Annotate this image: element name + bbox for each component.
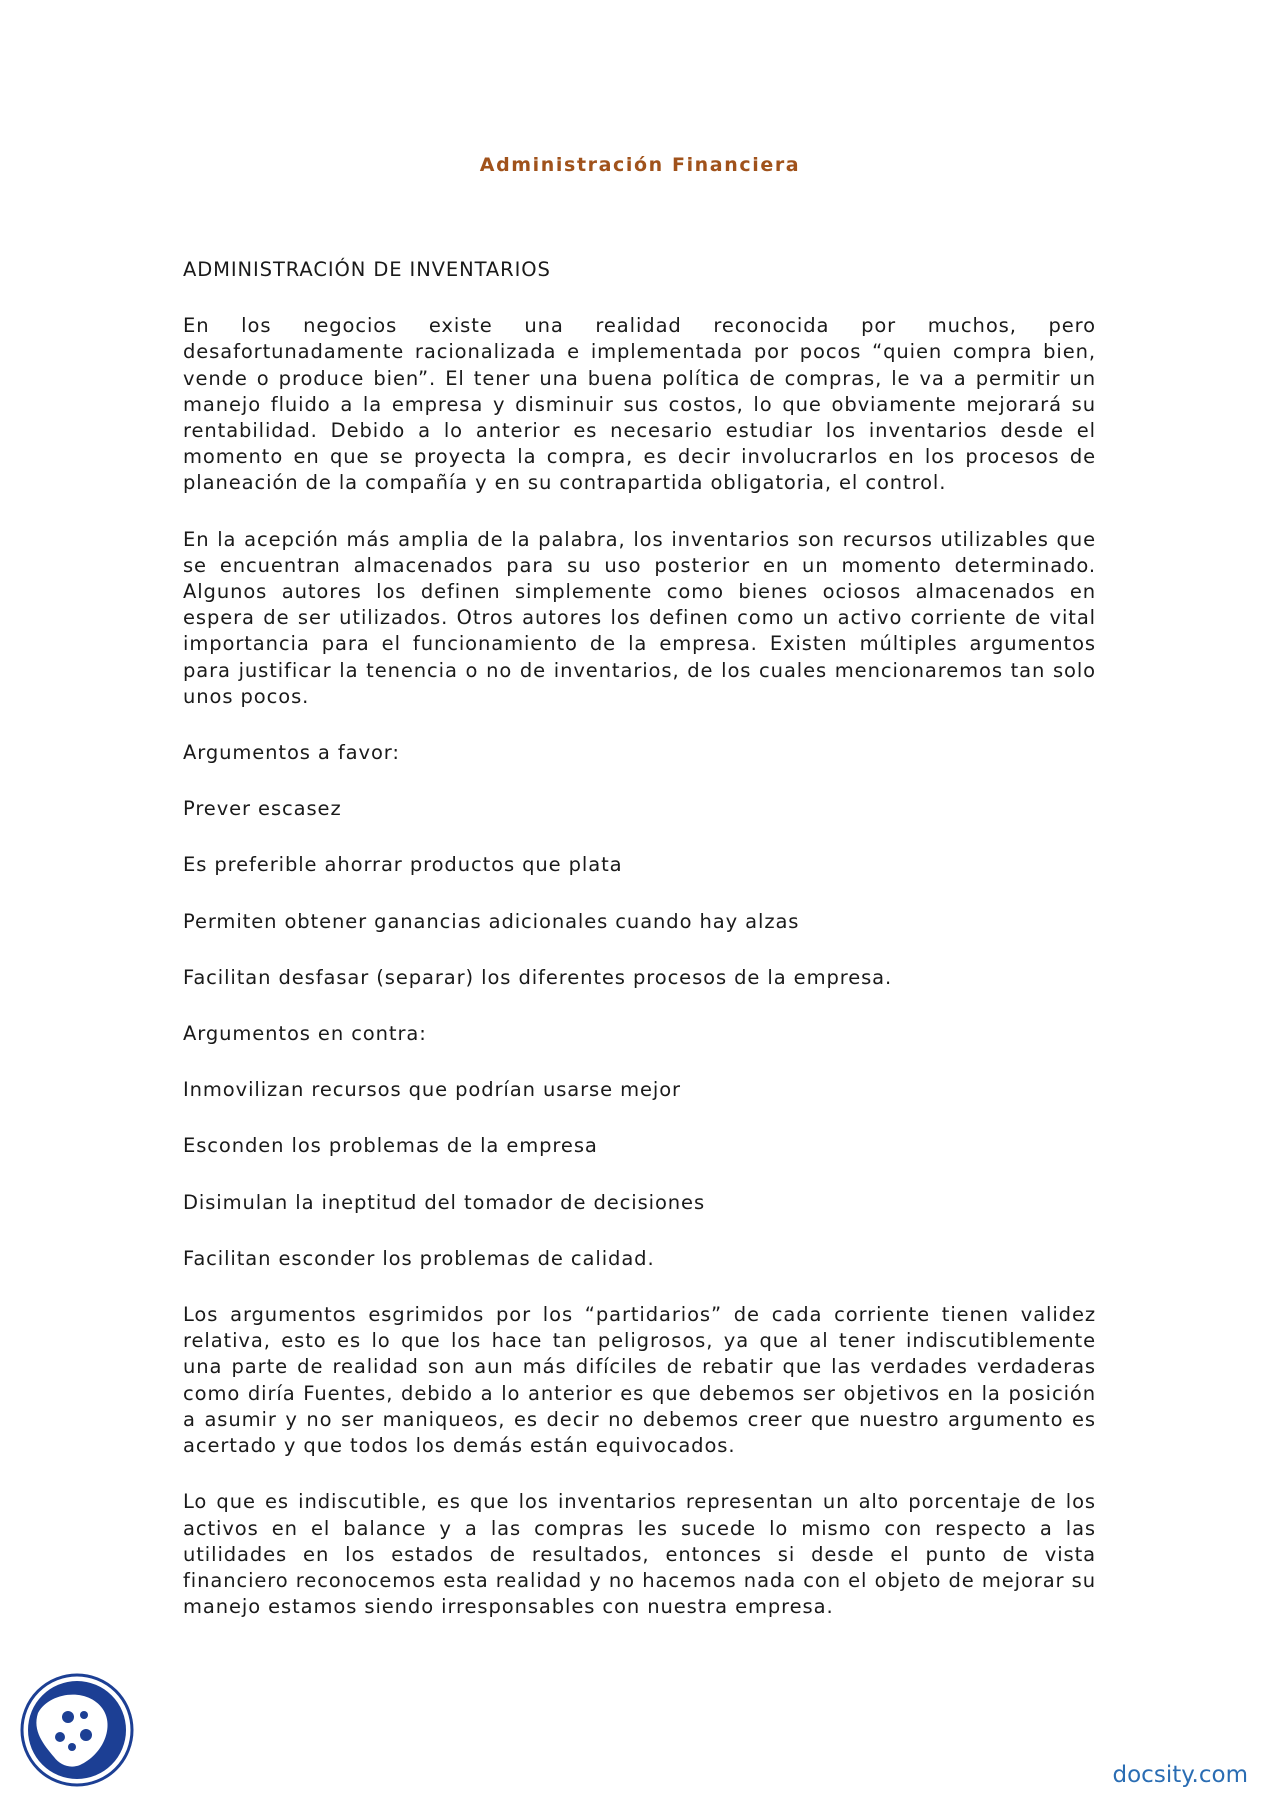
paragraph-arguments: Los argumentos esgrimidos por los “partidarios” de cada corriente tienen validez relativa, esto es lo que los hace tan peligrosos, ya que al tener indiscutiblemente una parte de realidad son aun más difíciles de rebatir que las verdades verdaderas como diría Fuentes, debido a lo anterior es que debemos ser objetivos en la posición a asumir y no ser maniqueos, es decir no debemos creer que nuestro argumento es acertado y que todos los demás están equivocados.	[183, 1303, 1096, 1458]
section-heading: ADMINISTRACIÓN DE INVENTARIOS	[183, 258, 551, 281]
contra-item: Inmovilizan recursos que podrían usarse mejor	[183, 1078, 681, 1102]
contra-item: Disimulan la ineptitud del tomador de decisiones	[183, 1190, 705, 1214]
favor-item: Facilitan desfasar (separar) los diferentes procesos de la empresa.	[183, 965, 893, 989]
favor-item: Prever escasez	[183, 797, 342, 821]
contra-item: Facilitan esconder los problemas de calidad.	[183, 1246, 655, 1270]
document-body	[183, 257, 1096, 1650]
paragraph-intro: En los negocios existe una realidad reconocida por muchos, pero desafortunadamente racionalizada e implementada por pocos “quien compra bien, vende o produce bien”. El tener una buena política de compras, le va a permitir un manejo fluido a la empresa y disminuir sus costos, lo que obviamente mejorará su rentabilidad. Debido a lo anterior es necesario estudiar los inventarios desde el momento en que se proyecta la compra, es decir involucrarlos en los procesos de planeación de la compañía y en su contrapartida obligatoria, el control.	[183, 314, 1096, 495]
docsity-logo-icon[interactable]	[20, 1673, 134, 1787]
docsity-watermark[interactable]: docsity.com	[1112, 1762, 1248, 1788]
page-title: Administración Financiera	[479, 154, 801, 176]
paragraph-definition: En la acepción más amplia de la palabra, los inventarios son recursos utilizables que se encuentran almacenados para su uso posterior en un momento determinado. Algunos autores los definen simplemente como bienes ociosos almacenados en espera de ser utilizados. Otros autores los definen como un activo corriente de vital importancia para el funcionamiento de la empresa. Existen múltiples argumentos para justificar la tenencia o no de inventarios, de los cuales mencionaremos tan solo unos pocos.	[183, 527, 1096, 708]
paragraph-conclusion: Lo que es indiscutible, es que los inventarios representan un alto porcentaje de los activos en el balance y a las compras les sucede lo mismo con respecto a las utilidades en los estados de resultados, entonces si desde el punto de vista financiero reconocemos esta realidad y no hacemos nada con el objeto de mejorar su manejo estamos siendo irresponsables con nuestra empresa.	[183, 1490, 1096, 1619]
contra-item: Esconden los problemas de la empresa	[183, 1134, 598, 1158]
favor-item: Es preferible ahorrar productos que plata	[183, 853, 623, 877]
favor-heading: Argumentos a favor:	[183, 741, 400, 765]
contra-heading: Argumentos en contra:	[183, 1022, 427, 1046]
favor-item: Permiten obtener ganancias adicionales cuando hay alzas	[183, 909, 800, 933]
